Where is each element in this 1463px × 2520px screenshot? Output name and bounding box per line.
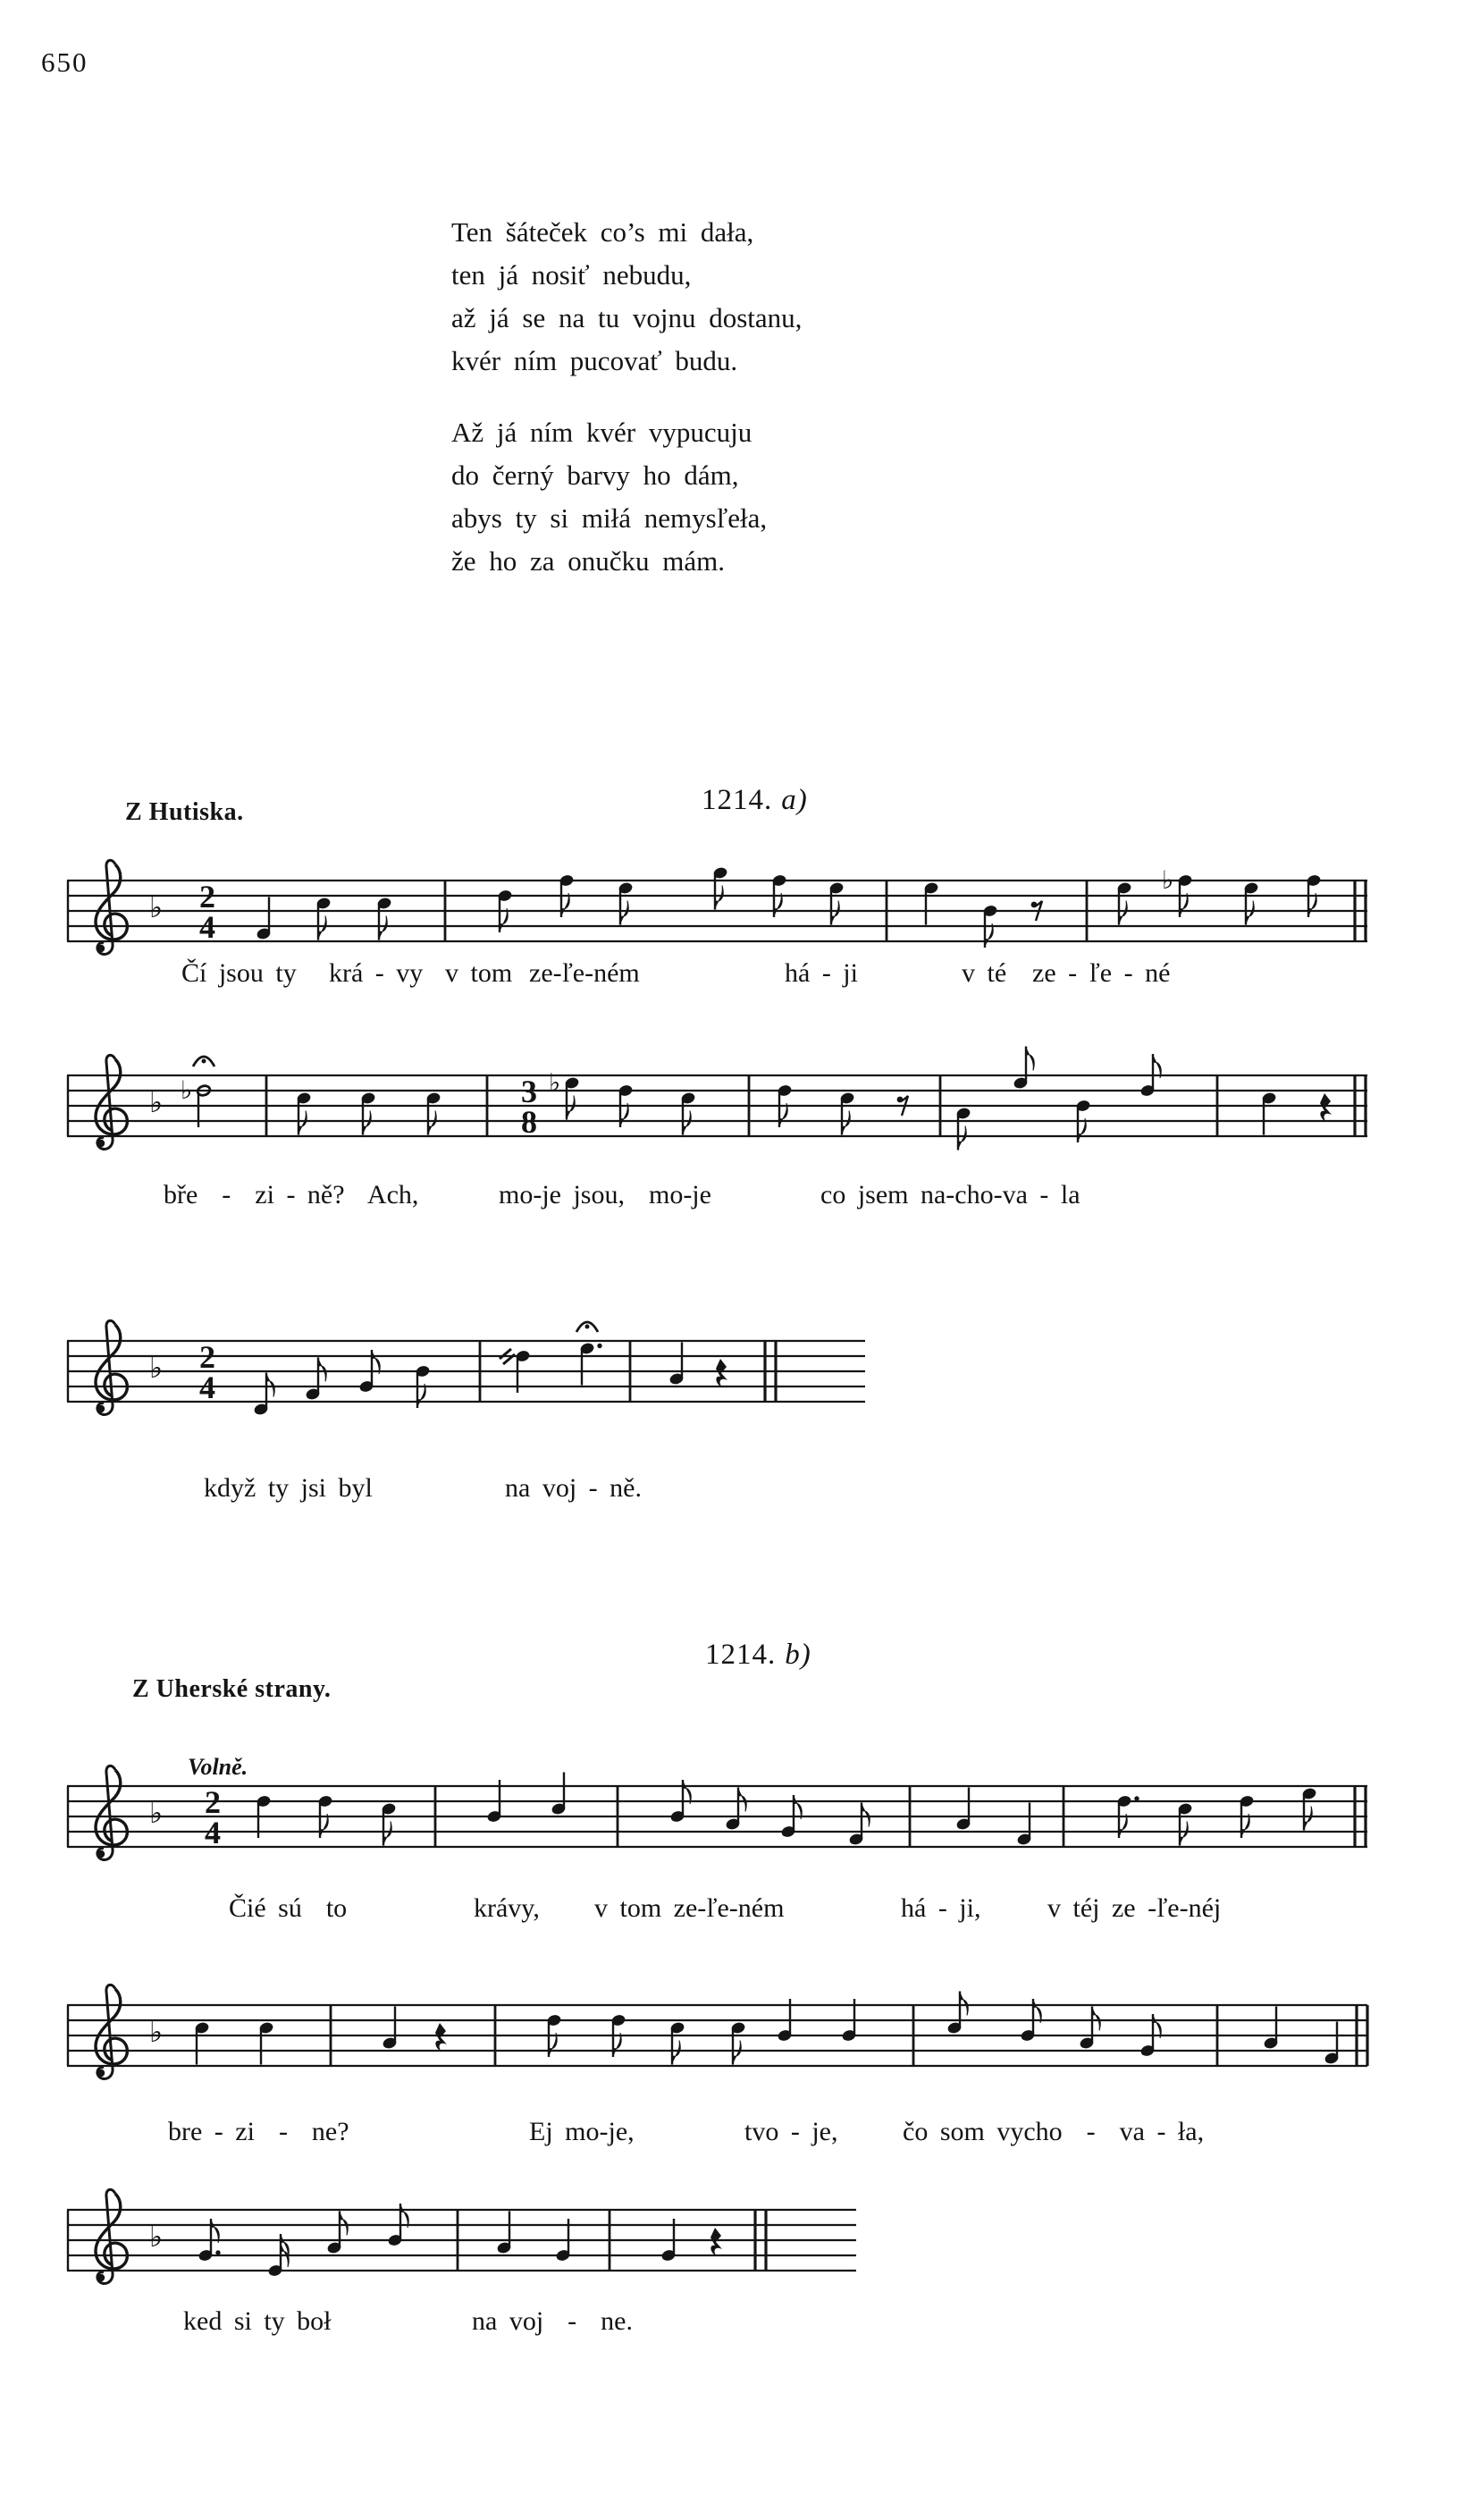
song-b-staff-system-2 [0, 1898, 1463, 2148]
lyric-syllables: ze-ľe-ném [529, 958, 640, 988]
lyric-syllables: co jsem na-cho-va - la [820, 1180, 1080, 1209]
svg-text:2: 2 [199, 879, 215, 914]
lyric-syllables: mo-je jsou, mo-je [499, 1180, 711, 1209]
song-b-heading [672, 1606, 811, 1705]
treble-clef-icon [96, 1320, 127, 1414]
page-number: 650 [41, 46, 88, 78]
song-a-number: 1214. [702, 784, 773, 816]
lyric-syllables: ze - ľe - né [1032, 958, 1171, 988]
song-a-source: Z Hutiska. [125, 798, 244, 826]
poem-line: až já se na tu vojnu dostanu, [451, 302, 803, 333]
poem-line: do černý barvy ho dám, [451, 459, 739, 491]
svg-text:♭: ♭ [549, 1069, 561, 1098]
song-b-tempo: Volně. [188, 1754, 248, 1780]
lyric-syllables: krávy, [474, 1893, 540, 1923]
treble-clef-icon [96, 1055, 127, 1149]
svg-text:2: 2 [199, 1339, 215, 1375]
lyric-syllables: čo som vycho - va - ła, [903, 2117, 1205, 2146]
lyric-syllables: Čié sú to [229, 1893, 348, 1923]
treble-clef-icon [96, 2189, 127, 2283]
svg-text:♭: ♭ [149, 2221, 164, 2253]
poem-stanza-2 [451, 411, 1005, 583]
song-b-staff-system-1 [0, 1679, 1463, 1929]
song-a-staff-system-3 [0, 1234, 1463, 1484]
treble-clef-icon [96, 860, 127, 954]
poem-line: že ho za onučku mám. [451, 545, 726, 577]
lyric-syllables: bre - zi - ne? [168, 2117, 349, 2146]
poem-stanza-1 [451, 211, 1005, 383]
poem-line: kvér ním pucovať budu. [451, 345, 738, 376]
lyric-syllables: bře - zi - ně? Ach, [164, 1180, 419, 1209]
svg-text:♭: ♭ [149, 1797, 164, 1829]
lyric-syllables: na voj - ne. [472, 2306, 633, 2336]
svg-text:2: 2 [205, 1784, 221, 1820]
svg-text:♭: ♭ [149, 891, 164, 923]
poem-line: Až já ním kvér vypucuju [451, 417, 753, 448]
lyric-syllables: Ej mo-je, [529, 2117, 635, 2146]
lyric-syllables: v té [962, 958, 1007, 988]
svg-text:♭: ♭ [149, 1352, 164, 1384]
lyric-syllables: v téj ze -ľe-néj [1047, 1893, 1222, 1923]
lyric-syllables: když ty jsi byl [204, 1473, 373, 1503]
lyric-syllables: na voj - ně. [505, 1473, 642, 1503]
song-a-heading [668, 751, 808, 850]
svg-text:4: 4 [199, 909, 215, 945]
lyric-syllables: v tom ze-ľe-ném [594, 1893, 785, 1923]
poem-line: ten já nosiť nebudu, [451, 259, 692, 291]
svg-text:♭: ♭ [149, 2016, 164, 2048]
svg-text:4: 4 [205, 1815, 221, 1850]
lyric-syllables: tvo - je, [744, 2117, 838, 2146]
song-b-source: Z Uherské strany. [132, 1675, 332, 1703]
treble-clef-icon [96, 1766, 127, 1859]
lyric-syllables: há - ji [785, 958, 858, 988]
poem-line: Ten šáteček co’s mi dała, [451, 216, 754, 248]
lyric-syllables: krá - vy [329, 958, 424, 988]
poem-line: abys ty si miłá nemysľeła, [451, 502, 768, 534]
svg-text:8: 8 [521, 1104, 537, 1140]
svg-text:4: 4 [199, 1370, 215, 1405]
song-b-letter: b) [785, 1639, 811, 1671]
lyric-syllables: v tom [445, 958, 513, 988]
treble-clef-icon [96, 1985, 127, 2078]
svg-text:♭: ♭ [181, 1077, 193, 1105]
lyric-syllables: há - ji, [901, 1893, 981, 1923]
lyric-syllables: ked si ty boł [183, 2306, 332, 2336]
svg-text:♭: ♭ [149, 1086, 164, 1118]
song-a-letter: a) [781, 784, 808, 816]
svg-text:♭: ♭ [1162, 867, 1174, 895]
svg-text:3: 3 [521, 1074, 537, 1109]
song-b-number: 1214. [705, 1639, 777, 1671]
lyric-syllables: Čí jsou ty [181, 958, 297, 988]
